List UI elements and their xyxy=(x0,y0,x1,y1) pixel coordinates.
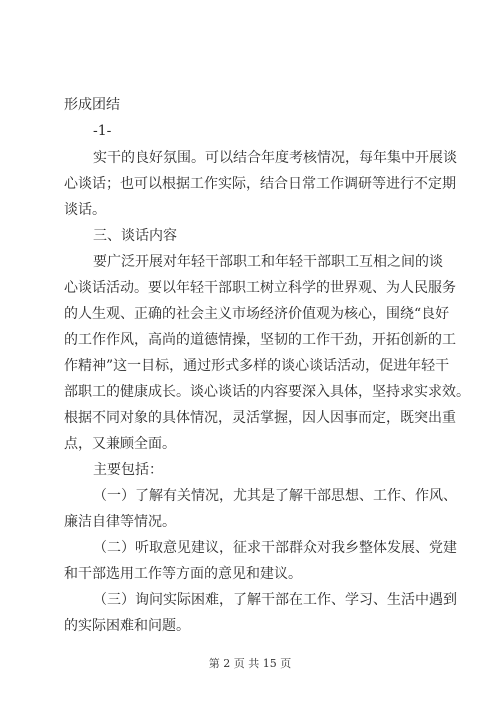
list-item: （一）了解有关情况，尤其是了解干部思想、工作、作风、 xyxy=(93,488,457,504)
paragraph-line: 点，又兼顾全面。 xyxy=(64,436,176,452)
paragraph-line: 作精神”这一目标，通过形式多样的谈心谈话活动，促进年轻干 xyxy=(64,358,450,374)
paragraph-line: 的工作作风，高尚的道德情操，坚韧的工作干劲，开拓创新的工 xyxy=(64,332,456,348)
paragraph-line: 心谈话活动。要以年轻干部职工树立科学的世界观、为人民服务 xyxy=(64,280,456,296)
list-item: （二）听取意见建议，征求干部群众对我乡整体发展、党建 xyxy=(93,540,457,556)
paragraph-line: 形成团结 xyxy=(64,97,120,113)
page-footer: 第 2 页 共 15 页 xyxy=(208,657,292,670)
paragraph-line: 心谈话；也可以根据工作实际，结合日常工作调研等进行不定期 xyxy=(64,176,456,192)
section-heading: 三、谈话内容 xyxy=(93,228,177,244)
paragraph-line: 的人生观、正确的社会主义市场经济价值观为核心，围绕“良好 xyxy=(64,306,450,322)
paragraph-line: 实干的良好氛围。可以结合年度考核情况，每年集中开展谈 xyxy=(93,150,457,166)
list-item-continuation: 的实际困难和问题。 xyxy=(64,618,190,634)
paragraph-line: 部职工的健康成长。谈心谈话的内容要深入具体，坚持求实求效。 xyxy=(64,384,470,400)
list-item: （三）询问实际困难，了解干部在工作、学习、生活中遇到 xyxy=(93,592,457,608)
paragraph-line: 主要包括： xyxy=(93,462,163,478)
paragraph-line: 要广泛开展对年轻干部职工和年轻干部职工互相之间的谈 xyxy=(93,254,443,270)
paragraph-line: 谈话。 xyxy=(64,202,106,218)
paragraph-line: 根据不同对象的具体情况，灵活掌握，因人因事而定，既突出重 xyxy=(64,410,456,426)
page-number-marker: -1- xyxy=(93,123,112,139)
list-item-continuation: 和干部选用工作等方面的意见和建议。 xyxy=(64,566,302,582)
list-item-continuation: 廉洁自律等情况。 xyxy=(64,514,176,530)
